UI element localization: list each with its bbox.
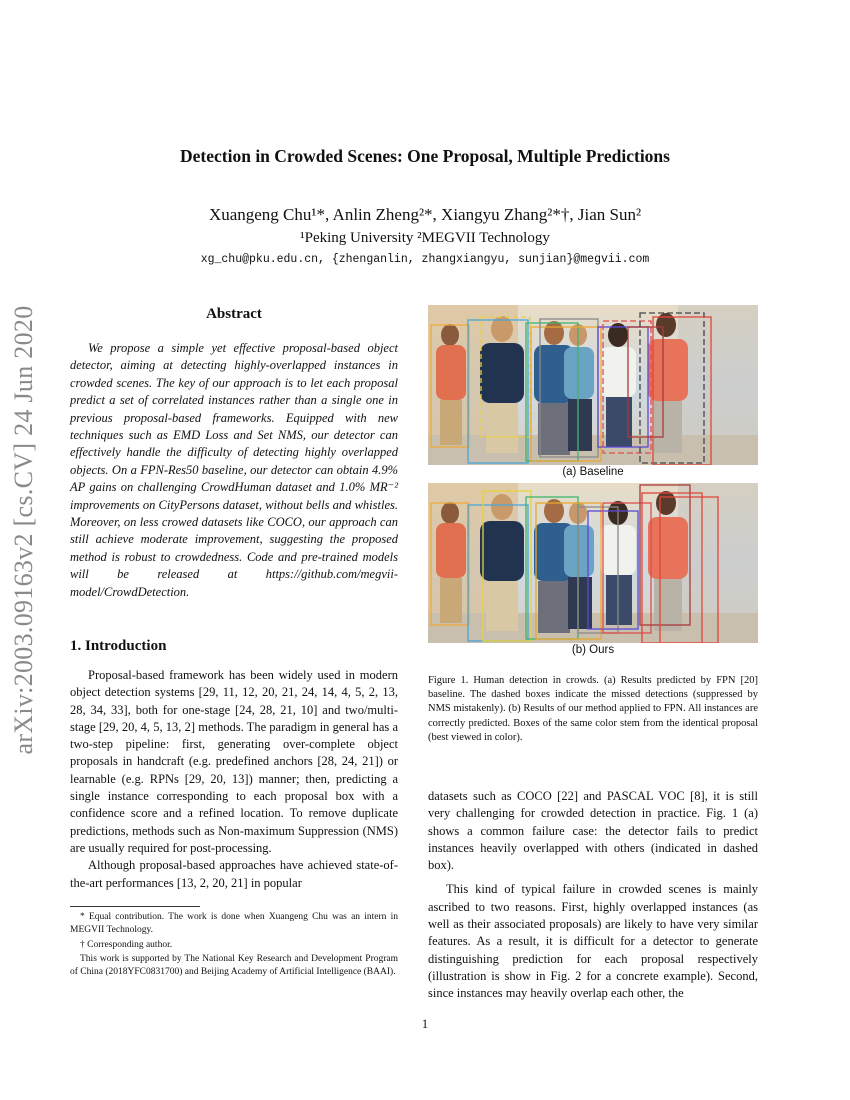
figure-1-caption: Figure 1. Human detection in crowds. (a) Results predicted by FPN [20] baseline. The dashed boxes indicate the missed detections (suppressed by NMS mistakenly). (b) Results of our method applied to FPN. All instances are correctly predicted. Boxes of the same color stem from the identical proposal (best viewed in color).: [428, 675, 758, 743]
affiliations: ¹Peking University ²MEGVII Technology: [300, 230, 550, 246]
footnote-rule: [70, 906, 200, 907]
introduction-body: [70, 667, 398, 892]
subfigure-label-baseline: (a) Baseline: [562, 466, 624, 478]
right-paragraph-1: datasets such as COCO [22] and PASCAL VOC [8], it is still very challenging for crowded detection in practice. Fig. 1 (a) shows a common failure case: the detector fails to predict instances heavily overlapped with others (indicated in dashed box).: [428, 789, 758, 873]
intro-paragraph-2: Although proposal-based approaches have achieved state-of-the-art performances [13, 2, 20, 21] in popular: [70, 858, 398, 890]
paper-title: Detection in Crowded Scenes: One Proposal, Multiple Predictions: [180, 146, 670, 166]
footnote-funding: This work is supported by The National Key Research and Development Program of China (2018YFC0831700) and Beijing Academy of Artificial Intelligence (BAAI).: [70, 954, 398, 978]
intro-paragraph-1: Proposal-based framework has been widely used in modern object detection systems [29, 11, 12, 20, 21, 24, 14, 4, 5, 2, 13, 28, 34, 33], both for one-stage [24, 28, 21, 10] and two/multi-stage [29, 20, 4, 5, 13, 2] methods. The paradigm in general has a two-step pipeline: first, generating over-complete object proposals in handcraft (e.g. predefined anchors [28, 24, 21]) or learnable (e.g. RPNs [29, 20, 13]) manner; then, predicting a single instance corresponding to each proposal box with a confidence score and a refined location. To remove duplicate predictions, methods such as Non-maximum Suppression (NMS) are usually required for post-processing.: [70, 668, 398, 855]
right-column-body: [428, 788, 758, 1003]
footnote-equal-contribution: * Equal contribution. The work is done when Xuangeng Chu was an intern in MEGVII Technology.: [70, 912, 398, 935]
footnote-corresponding-author: † Corresponding author.: [80, 939, 173, 950]
arxiv-identifier: [4, 290, 44, 770]
abstract-heading: Abstract: [206, 306, 262, 322]
figure-ours-image: [428, 483, 758, 643]
figure-1: [428, 305, 758, 660]
author-emails: xg_chu@pku.edu.cn, {zhenganlin, zhangxiangyu, sunjian}@megvii.com: [200, 253, 650, 266]
arxiv-identifier-text: arXiv:2003.09163v2 [cs.CV] 24 Jun 2020: [9, 305, 38, 755]
page-number: 1: [421, 1017, 429, 1031]
figure-baseline-image: [428, 305, 758, 465]
author-list: Xuangeng Chu¹*, Anlin Zheng²*, Xiangyu Zhang²*†, Jian Sun²: [208, 205, 642, 224]
section-heading-introduction: 1. Introduction: [70, 638, 167, 654]
subfigure-label-ours: (b) Ours: [571, 644, 615, 656]
footnotes: [70, 911, 398, 981]
right-paragraph-2: This kind of typical failure in crowded scenes is mainly ascribed to two reasons. First, highly overlapped instances (as well as their associated proposals) are likely to have very similar features. As a result, it is difficult for a detector to generate distinguishing prediction for each proposal respectively (illustration is show in Fig. 2 for a concrete example). Second, since instances may heavily overlap each other, the: [428, 882, 758, 1001]
abstract-text: We propose a simple yet effective proposal-based object detector, aiming at detecting highly-overlapped instances in crowded scenes. The key of our approach is to let each proposal predict a set of correlated instances rather than a single one in previous proposal-based frameworks. Equipped with new techniques such as EMD Loss and Set NMS, our detector can effectively handle the difficulty of detecting highly overlapped objects. On a FPN-Res50 baseline, our detector can obtain 4.9% AP gains on challenging CrowdHuman dataset and 1.0% MR⁻² improvements on CityPersons dataset, without bells and whistles. Moreover, on less crowed datasets like COCO, our approach can still achieve moderate improvement, suggesting the proposed method is robust to crowdedness. Code and pre-trained models will be released at https://github.com/megvii-model/CrowdDetection.: [70, 341, 398, 599]
